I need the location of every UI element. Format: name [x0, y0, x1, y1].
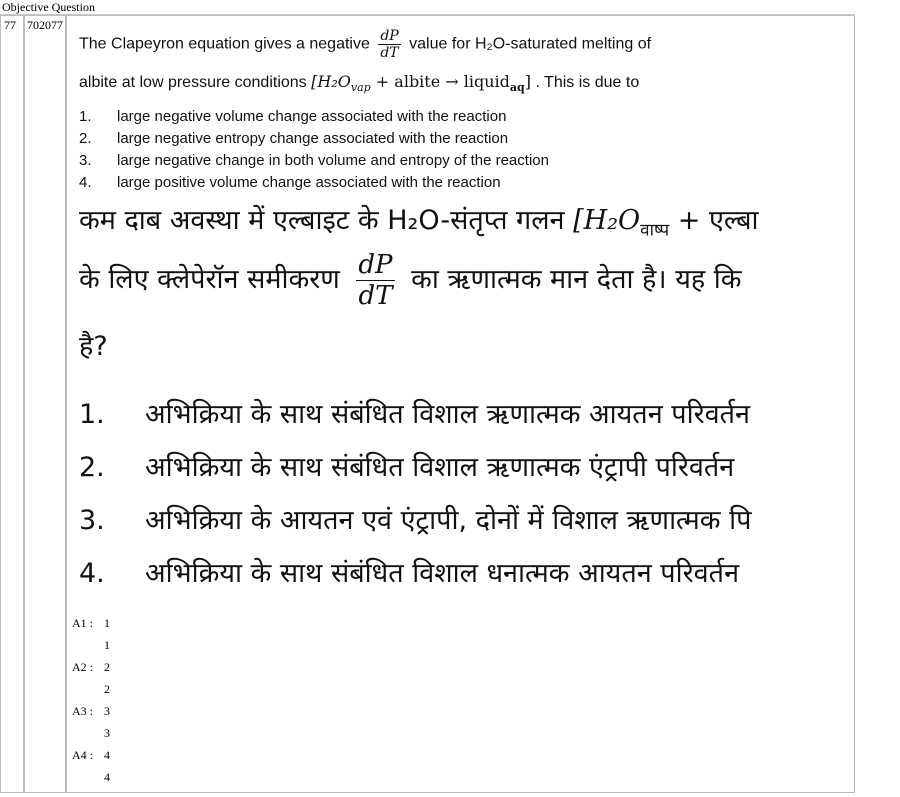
option-number: 4.	[79, 558, 105, 589]
reaction-bracket: ]	[524, 72, 531, 91]
reaction-equation-en	[311, 72, 531, 95]
english-line-2	[79, 72, 639, 94]
hindi-line-1	[79, 200, 758, 240]
answer-sub-1: 1	[104, 638, 110, 652]
answer-value: 3	[104, 704, 110, 718]
option-text: large positive volume change associated with the reaction	[117, 174, 501, 191]
hindi-reaction-water: [H₂O	[573, 205, 641, 236]
answer-row-4	[72, 744, 110, 766]
hindi-question	[79, 196, 855, 596]
answer-list	[72, 612, 172, 788]
answer-label: A3 :	[72, 704, 93, 718]
english-line-1-tail: value for H₂O-saturated melting of	[409, 35, 652, 53]
option-text: large negative entropy change associated with the reaction	[117, 130, 509, 147]
question-type-header: Objective Question	[2, 0, 95, 14]
option-number: 4.	[79, 174, 92, 191]
hindi-option-2	[79, 447, 734, 484]
option-text: large negative volume change associated with the reaction	[117, 108, 507, 125]
english-question	[79, 26, 849, 196]
option-text: अभिक्रिया के साथ संबंधित विशाल ऋणात्मक आयतन परिवर्तन	[145, 399, 751, 430]
option-number: 2.	[79, 130, 92, 147]
answer-value: 2	[104, 660, 110, 674]
answer-value: 4	[104, 748, 110, 762]
option-text: large negative change in both volume and entropy of the reaction	[117, 152, 549, 169]
english-option-2	[79, 130, 508, 147]
question-id-cell	[24, 15, 66, 793]
fraction-numerator: dP	[358, 250, 393, 280]
english-line-2-text: albite at low pressure conditions	[79, 74, 307, 91]
question-number-cell	[0, 15, 24, 793]
hindi-option-1	[79, 394, 750, 431]
question-number: 77	[4, 18, 16, 32]
option-number: 3.	[79, 505, 105, 536]
reaction-rest: + albite → liquid	[370, 72, 510, 91]
fraction-denominator: dT	[358, 281, 393, 311]
option-text: अभिक्रिया के आयतन एवं एंट्रापी, दोनों में विशाल ऋणात्मक पि	[145, 505, 752, 536]
hindi-line-2-tail: का ऋणात्मक मान देता है। यह कि	[411, 264, 742, 295]
hindi-line-3: है?	[79, 331, 108, 362]
answer-row-2	[72, 656, 110, 678]
hindi-line-1-text: कम दाब अवस्था में एल्बाइट के H₂O-संतृप्त गलन	[79, 205, 574, 236]
answer-sub-2: 2	[104, 682, 110, 696]
answer-sub-3: 3	[104, 726, 110, 740]
english-option-3	[79, 152, 549, 169]
fraction-denominator: dT	[380, 45, 399, 61]
dp-dt-fraction-en	[378, 28, 400, 61]
hindi-line-2-text: के लिए क्लेपेरॉन समीकरण	[79, 264, 340, 295]
answer-row-1	[72, 612, 110, 634]
reaction-water: [H₂O	[311, 72, 351, 91]
option-number: 3.	[79, 152, 92, 169]
option-number: 1.	[79, 399, 105, 430]
hindi-line-1-tail: + एल्बा	[669, 205, 759, 236]
english-line-1	[79, 28, 651, 61]
answer-row-3	[72, 700, 110, 722]
option-text: अभिक्रिया के साथ संबंधित विशाल धनात्मक आयतन परिवर्तन	[145, 558, 740, 589]
option-text: अभिक्रिया के साथ संबंधित विशाल ऋणात्मक एंट्रापी परिवर्तन	[145, 452, 735, 483]
answer-value: 1	[104, 616, 110, 630]
vashp-subscript: वाष्प	[640, 220, 670, 241]
answer-sub-4: 4	[104, 770, 110, 784]
answer-label: A4 :	[72, 748, 93, 762]
question-id: 702077	[27, 18, 63, 32]
fraction-numerator: dP	[380, 28, 399, 44]
english-option-1	[79, 108, 506, 125]
hindi-option-4	[79, 553, 739, 590]
hindi-line-2	[79, 250, 742, 311]
vap-subscript: vap	[350, 81, 371, 95]
hindi-option-3	[79, 500, 751, 537]
english-line-2-tail: . This is due to	[535, 74, 640, 91]
answer-label: A1 :	[72, 616, 93, 630]
option-number: 1.	[79, 108, 92, 125]
answer-label: A2 :	[72, 660, 93, 674]
option-number: 2.	[79, 452, 105, 483]
aq-subscript: aq	[509, 81, 525, 95]
dp-dt-fraction-hi	[356, 250, 394, 311]
english-option-4	[79, 174, 501, 191]
english-line-1-text: The Clapeyron equation gives a negative	[79, 35, 370, 53]
